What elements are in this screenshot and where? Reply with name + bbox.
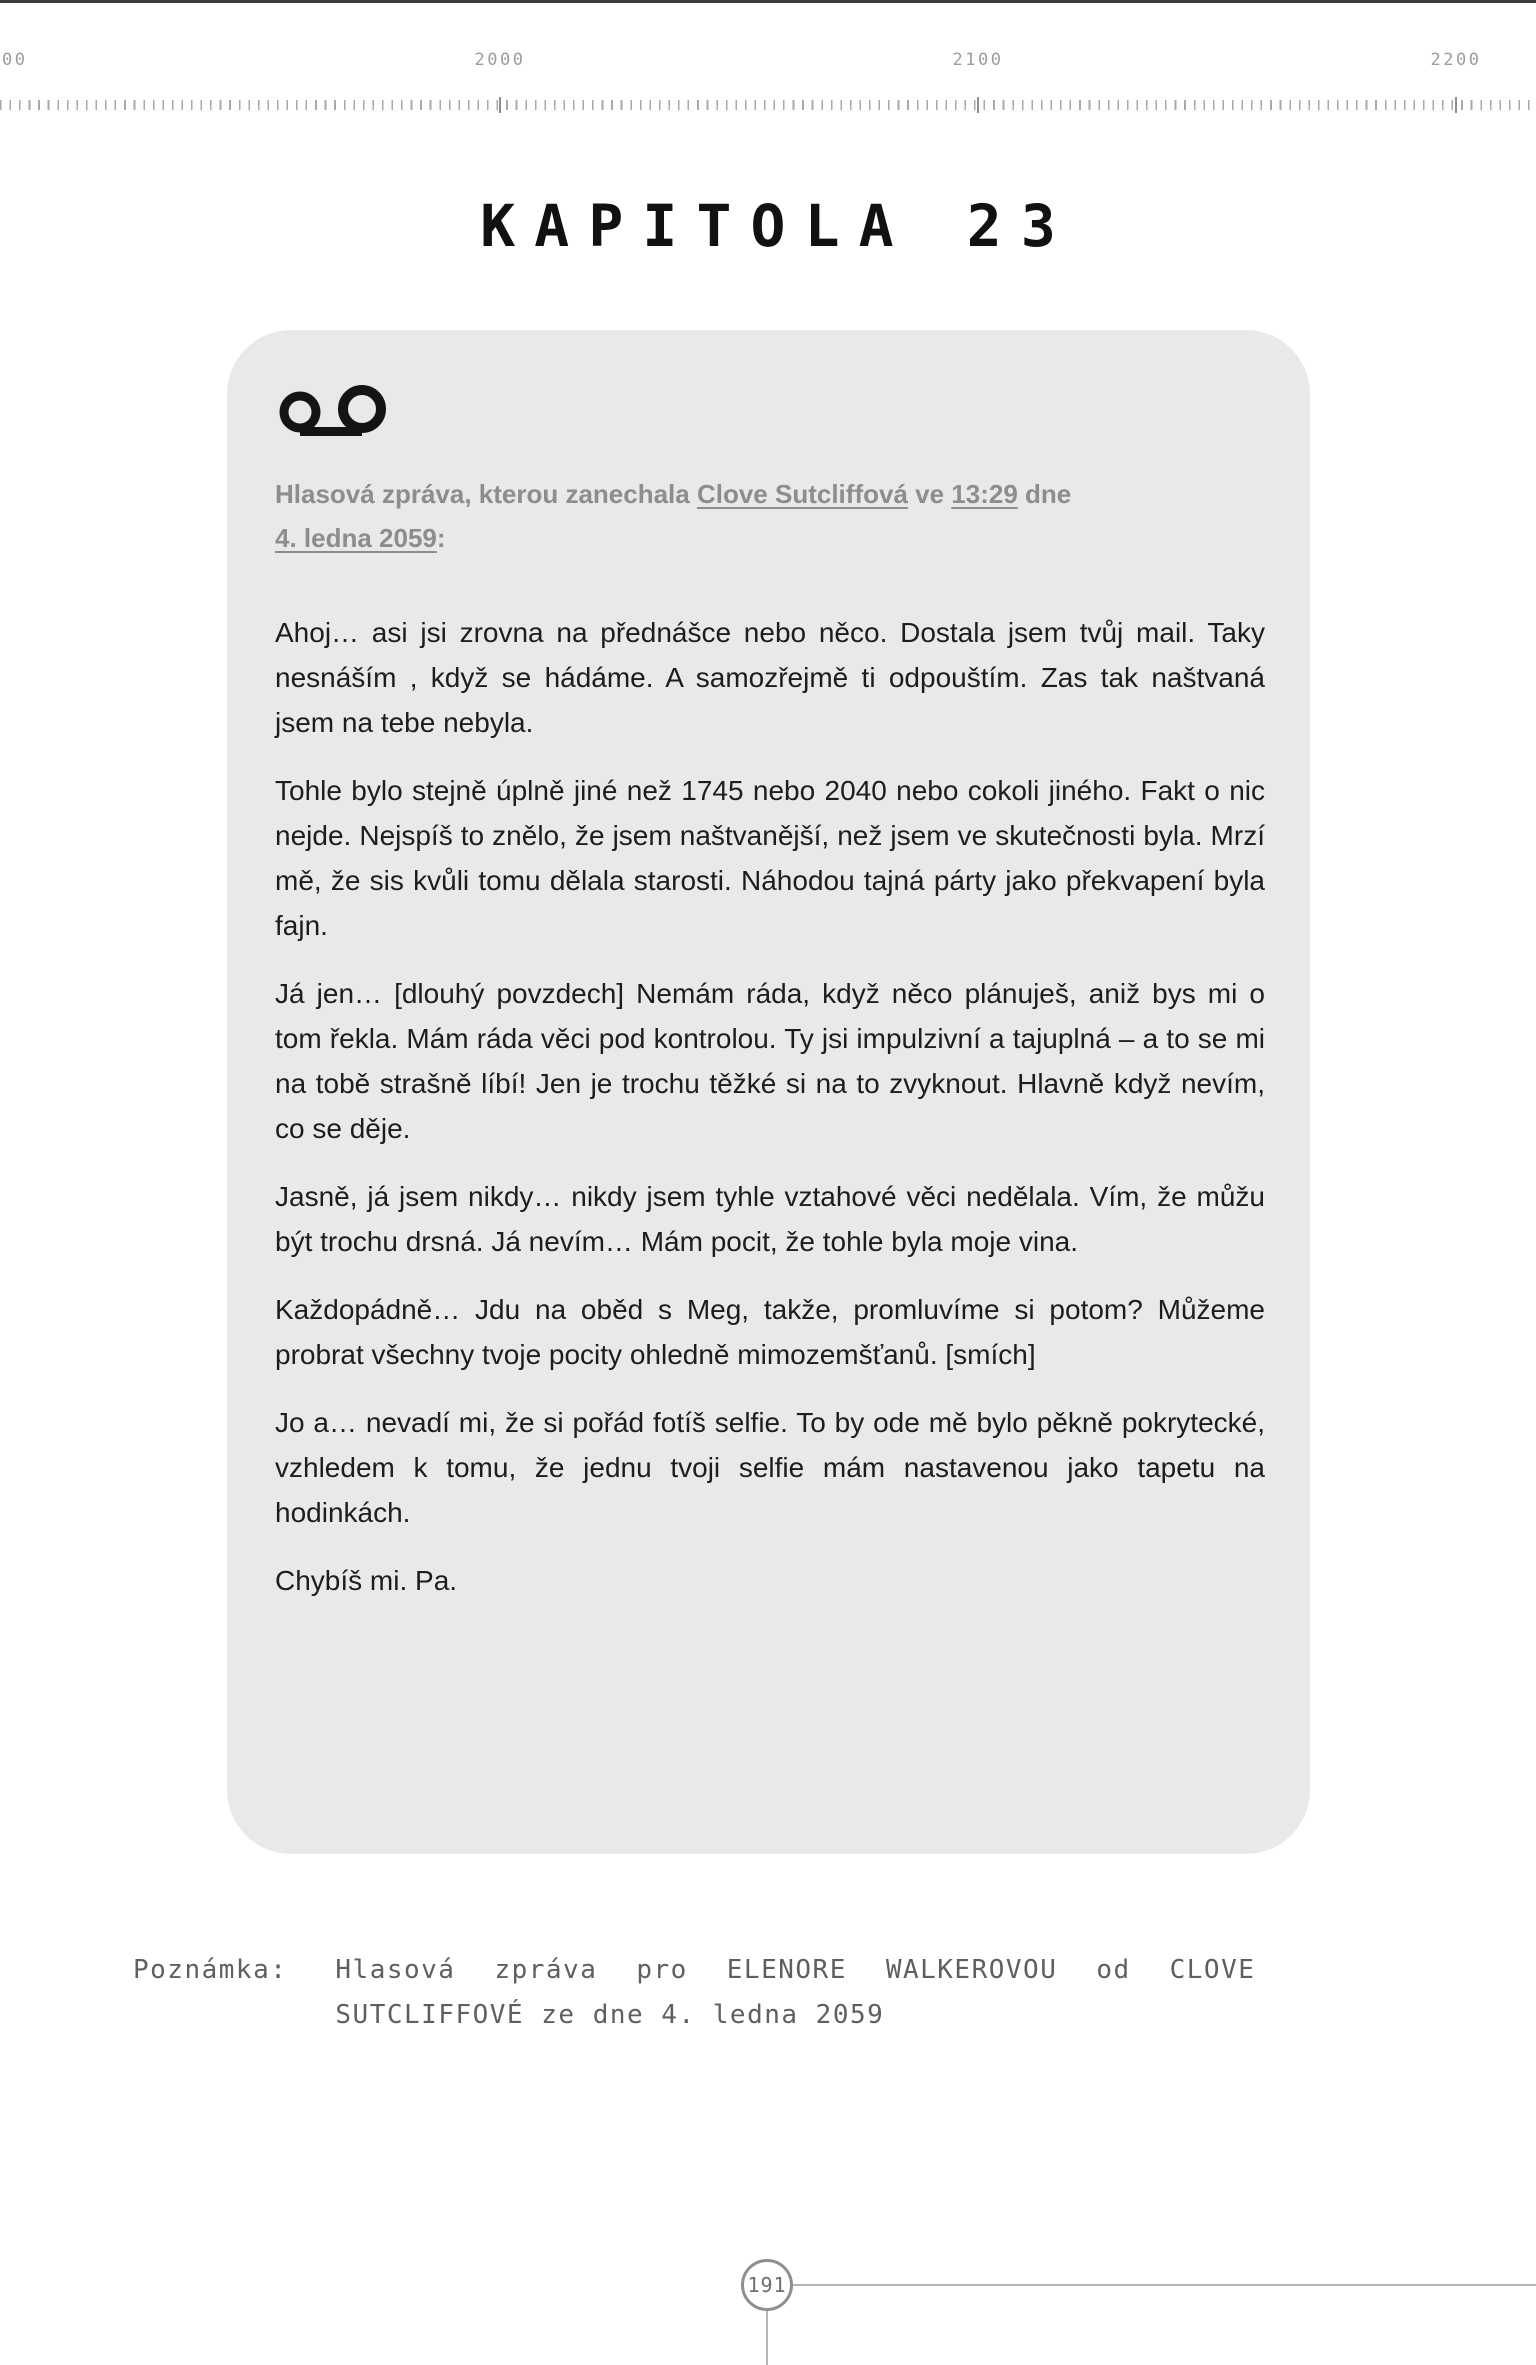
paragraph: Já jen… [dlouhý povzdech] Nemám ráda, když něco plánuješ, aniž bys mi o tom řekla. Mám ráda věci pod kontrolou. Ty jsi impulzivní a tajuplná – a to se mi na tobě strašně líbí! Jen je trochu těžké si na to zvyknout. Hlavně když nevím, co se děje. bbox=[275, 978, 1265, 1144]
message-time: 13:29 bbox=[951, 479, 1018, 509]
page-number-badge bbox=[741, 2259, 793, 2311]
chapter-title: KAPITOLA 23 bbox=[480, 192, 1075, 260]
voicemail-icon bbox=[275, 384, 1265, 438]
ruler-label: 00 bbox=[2, 50, 28, 70]
note-label: Poznámka: bbox=[133, 1955, 288, 1985]
paragraph: Jasně, já jsem nikdy… nikdy jsem tyhle vztahové věci nedělala. Vím, že můžu být trochu drsná. Já nevím… Mám pocit, že tohle byla moje vina. bbox=[275, 1181, 1265, 1257]
ruler-label: 2100 bbox=[952, 50, 1004, 70]
voicemail-card bbox=[227, 330, 1310, 1854]
note-text: Hlasová zpráva pro ELENORE WALKEROVOU od CLOVE SUTCLIFFOVÉ ze dne 4. ledna 2059 bbox=[335, 1955, 1256, 2030]
sender-name: Clove Sutcliffová bbox=[696, 479, 908, 509]
ruler-label: 2000 bbox=[474, 50, 526, 70]
paragraph: Ahoj… asi jsi zrovna na přednášce nebo něco. Dostala jsem tvůj mail. Taky nesnáším , když se hádáme. A samozřejmě ti odpouštím. Zas tak naštvaná jsem na tebe nebyla. bbox=[275, 617, 1265, 738]
voicemail-body bbox=[275, 610, 1265, 1603]
header-mid: dne bbox=[1017, 479, 1072, 509]
ruler-tick-strip bbox=[0, 100, 1536, 110]
timeline-ruler bbox=[0, 0, 1536, 130]
ruler-major-tick bbox=[1455, 97, 1457, 113]
ruler-label: 2200 bbox=[1430, 50, 1482, 70]
footnote bbox=[133, 1948, 1255, 2038]
header-suffix: : bbox=[436, 523, 446, 553]
page-number: 191 bbox=[747, 2273, 787, 2297]
ruler-major-tick bbox=[499, 97, 501, 113]
footer-horizontal-rule bbox=[792, 2284, 1536, 2286]
paragraph: Každopádně… Jdu na oběd s Meg, takže, promluvíme si potom? Můžeme probrat všechny tvoje pocity ohledně mimozemšťanů. [smích] bbox=[275, 1294, 1265, 1370]
paragraph: Tohle bylo stejně úplně jiné než 1745 nebo 2040 nebo cokoli jiného. Fakt o nic nejde. Nejspíš to znělo, že jsem naštvanější, než jsem ve skutečnosti byla. Mrzí mě, že sis kvůli tomu dělala starosti. Náhodou tajná párty jako překvapení byla fajn. bbox=[275, 775, 1265, 941]
message-date: 4. ledna 2059 bbox=[275, 523, 437, 553]
paragraph: Chybíš mi. Pa. bbox=[275, 1565, 458, 1596]
footer-vertical-rule bbox=[766, 2310, 768, 2365]
voicemail-header bbox=[275, 472, 1265, 560]
paragraph: Jo a… nevadí mi, že si pořád fotíš selfie. To by ode mě bylo pěkně pokrytecké, vzhledem k tomu, že jednu tvoji selfie mám nastavenou jako tapetu na hodinkách. bbox=[275, 1407, 1265, 1528]
header-prefix: Hlasová zpráva, kterou zanechala bbox=[275, 479, 697, 509]
header-mid: ve bbox=[907, 479, 952, 509]
ruler-major-tick bbox=[977, 97, 979, 113]
